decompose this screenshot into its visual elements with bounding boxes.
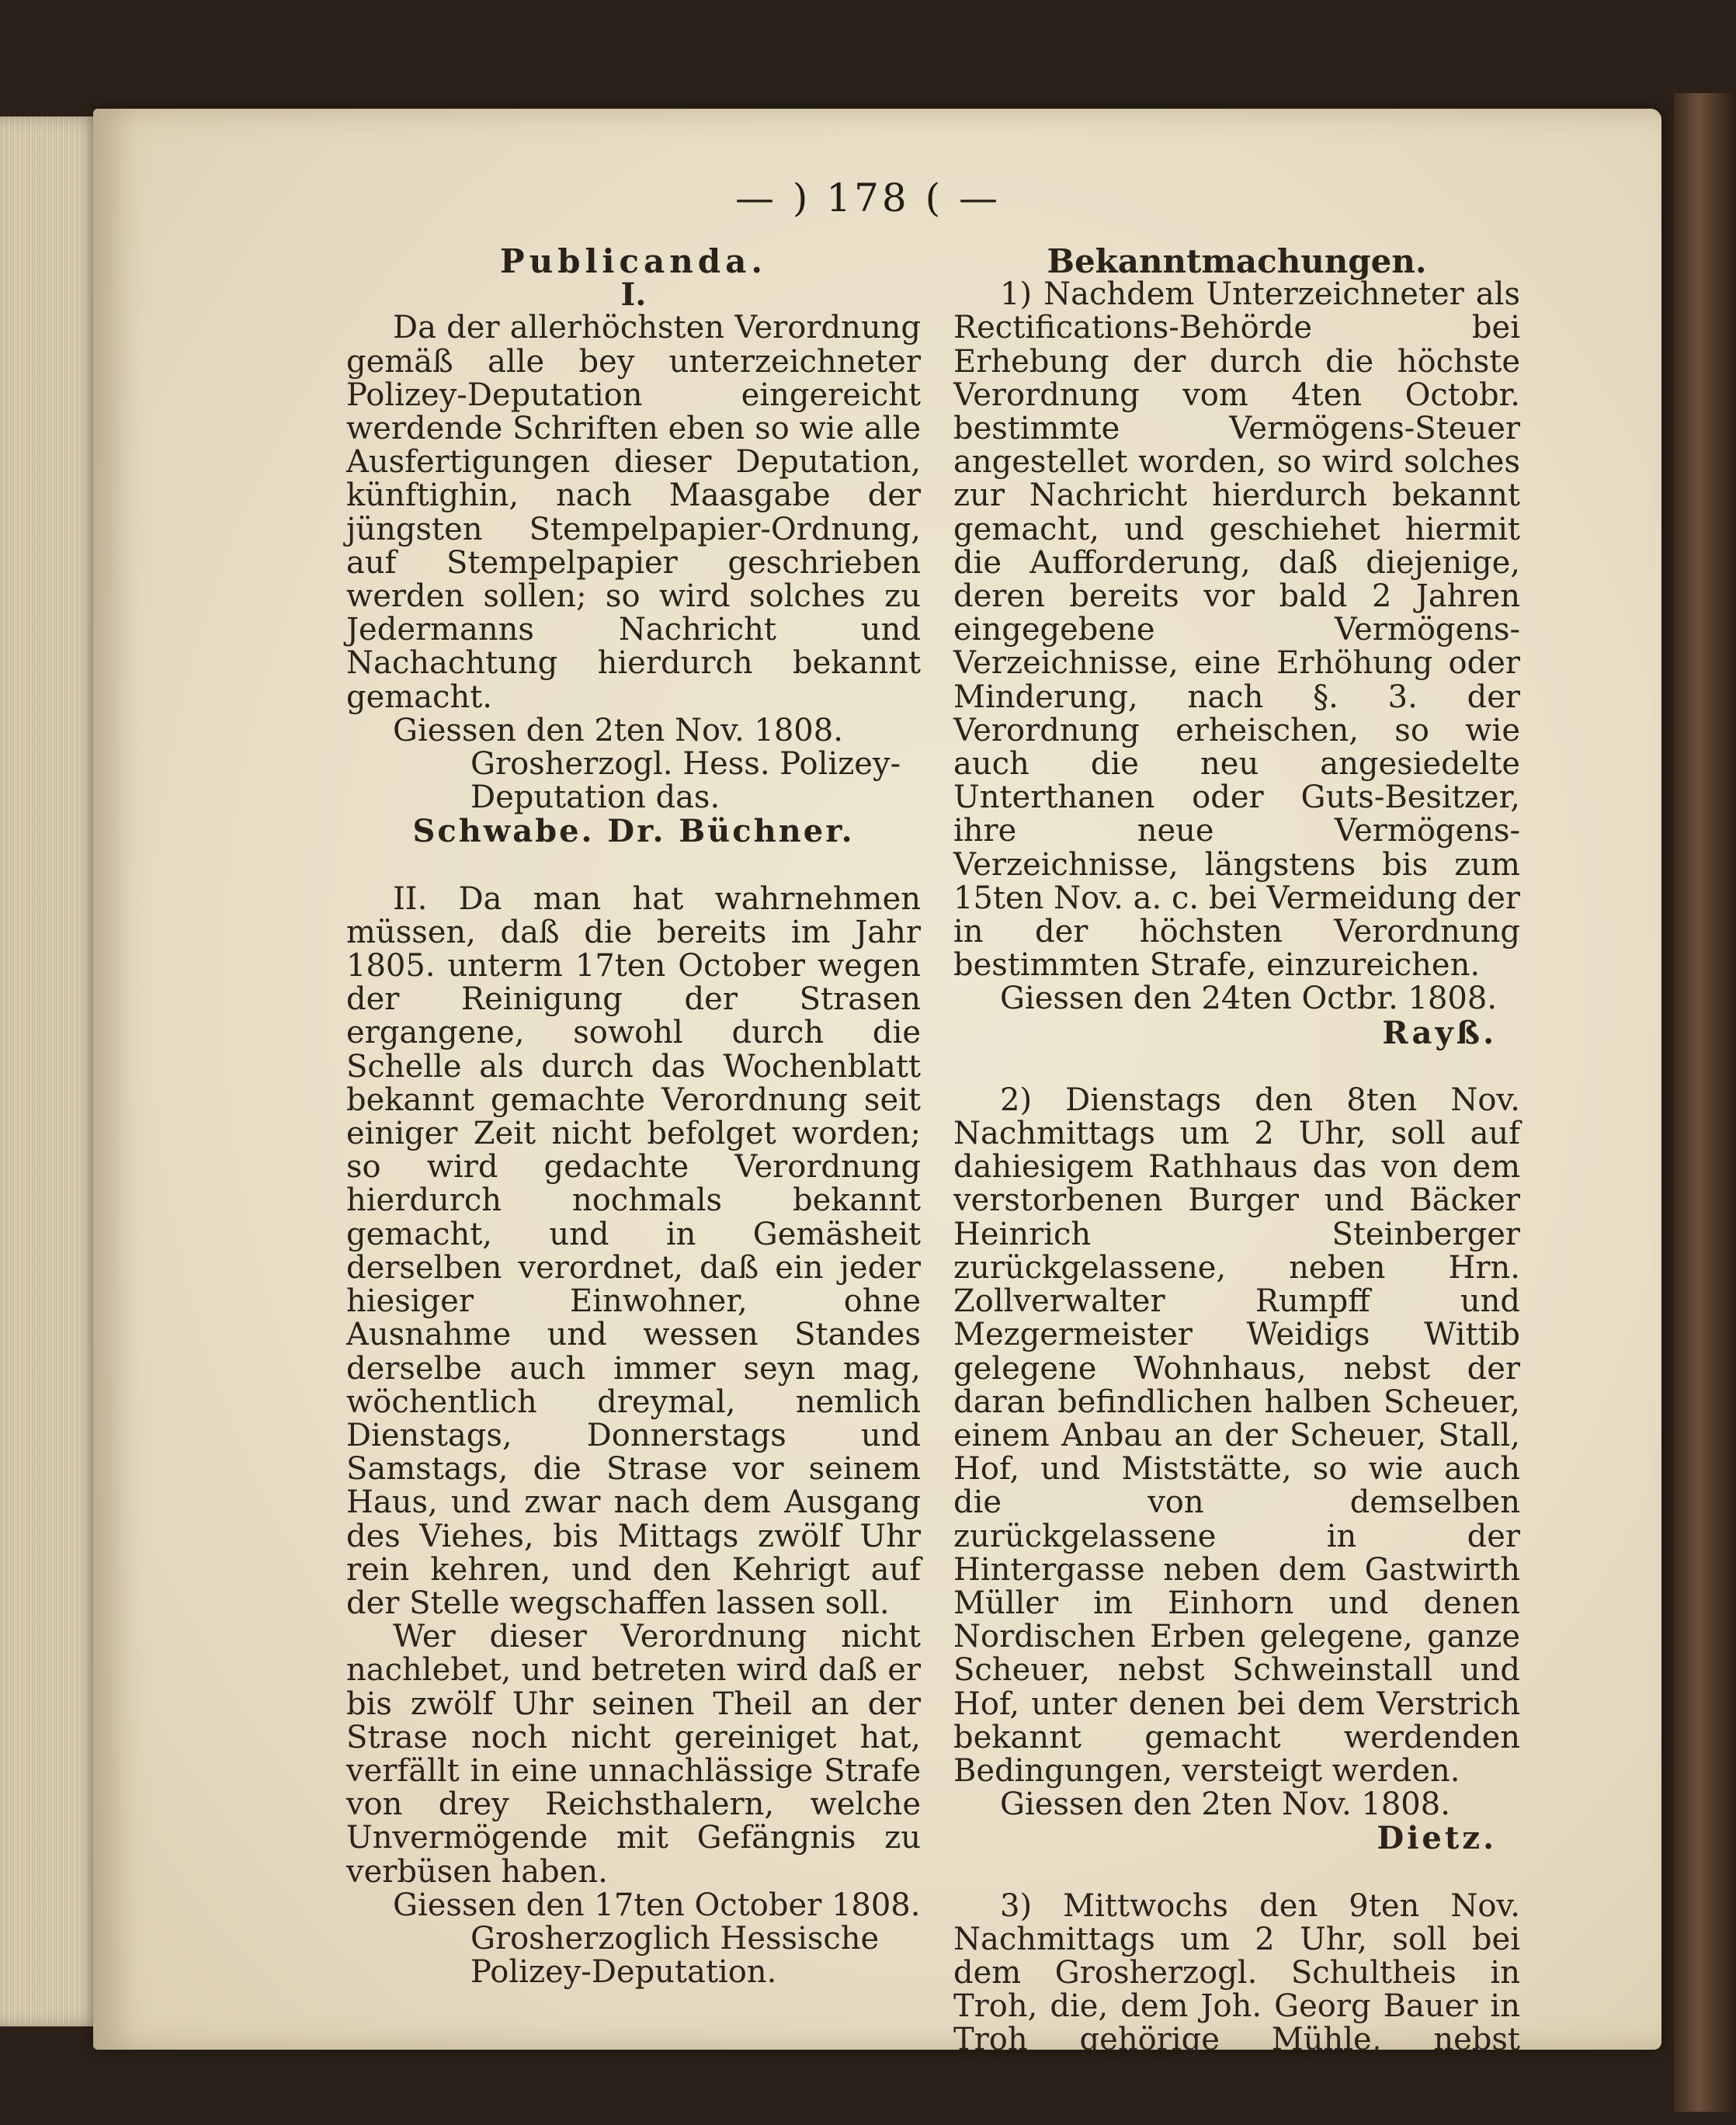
notice-1-date: Giessen den 24ten Octbr. 1808. xyxy=(1000,981,1498,1017)
section-1-numeral: I. xyxy=(620,276,647,314)
notice-3-text: 3) Mittwochs den 9ten Nov. Nachmittags um 2 Uhr, soll bei dem Grosherzogl. Schultheis in Troh, die, dem Joh. Georg Bauer in Troh gehörige Mühle, nebst Scheuer, Stallung, und xyxy=(953,1887,1520,2092)
notice-1-signer: Rayß. xyxy=(1382,1014,1497,1051)
notice-2-text: 2) Dienstags den 8ten Nov. Nachmittags um 2 Uhr, soll auf dahiesigem Rathhaus das von dem verstorbenen Burger und Bäcker Heinrich Steinberger zurückgelassene, neben Hrn. Zollverwalter Rumpff und Mezgermeister Weidigs Wittib gelegene Wohnhaus, nebst der daran befindlichen halben Scheuer, einem Anbau an der Scheuer, Stall, Hof, und Miststätte, so wie auch die von demselben zurückgelassene in der Hintergasse neben dem Gastwirth Müller im Einhorn und denen Nordischen Erben gelegene, ganze Scheuer, nebst Schweinstall und Hof, unter denen bei dem Verstrich bekannt gemacht werdenden Bedingungen, versteigt werden. xyxy=(953,1082,1520,1789)
page-number: — ) 178 ( — xyxy=(734,175,1002,220)
section-1-date: Giessen den 2ten Nov. 1808. xyxy=(393,712,843,748)
section-2-org: Grosherzoglich Hessische Polizey-Deputation. xyxy=(470,1920,880,1991)
section-1-text: Da der allerhöchsten Verordnung gemäß alle bey unterzeichneter Polizey-Deputation eingereicht werdende Schriften eben so wie alle Ausfertigungen dieser Deputation, künftighin, nach Maasgabe der jüngsten Stempelpapier-Ordnung, auf Stempelpapier geschrieben werden sollen; so wird solches zu Jedermanns Nachricht und Nachachtung hierdurch bekannt gemacht. xyxy=(346,310,921,715)
right-heading: Bekanntmachungen. xyxy=(1047,242,1427,280)
section-1-org: Grosherzogl. Hess. Polizey-Deputation das. xyxy=(470,746,901,816)
section-2-text: II. Da man hat wahrnehmen müssen, daß die bereits im Jahr 1805. unterm 17ten October wegen der Reinigung der Strasen ergangene, sowohl durch die Schelle als durch das Wochenblatt bekannt gemachte Verordnung seit einiger Zeit nicht befolget worden; so wird gedachte Verordnung hierdurch nochmals bekannt gemacht, und in Gemäsheit derselben verordnet, daß ein jeder hiesiger Einwohner, ohne Ausnahme und wessen Standes derselbe auch immer seyn mag, wöchentlich dreymal, nemlich Dienstags, Donnerstags und Samstags, die Strase vor seinem Haus, und zwar nach dem Ausgang des Viehes, bis Mittags zwölf Uhr rein kehren, und den Kehrigt auf der Stelle wegschaffen lassen soll. xyxy=(346,880,921,1621)
notice-1-text: 1) Nachdem Unterzeichneter als Rectifications-Behörde bei Erhebung der durch die höchste Verordnung vom 4ten Octobr. bestimmte Vermögens-Steuer angestellet worden, so wird solches zur Nachricht hierdurch bekannt gemacht, und geschiehet hiermit die Aufforderung, daß diejenige, deren bereits vor bald 2 Jahren eingegebene Vermögens-Verzeichnisse, eine Erhöhung oder Minderung, nach §. 3. der Verordnung erheischen, so wie auch die neu angesiedelte Unterthanen oder Guts-Besitzer, ihre neue Vermögens-Verzeichnisse, längstens bis zum 15ten Nov. a. c. bei Vermeidung der in der höchsten Verordnung bestimmten Strafe, einzureichen. xyxy=(953,276,1520,984)
left-column xyxy=(346,242,921,1991)
section-2-text-continued: Wer dieser Verordnung nicht nachlebet, und betreten wird daß er bis zwölf Uhr seinen Theil an der Strase noch nicht gereiniget hat, verfällt in eine unnachlässige Strafe von drey Reichsthalern, welche Unvermögende mit Gefängnis zu verbüsen haben. xyxy=(346,1619,921,1890)
page-edges xyxy=(0,116,109,2026)
section-2-date: Giessen den 17ten October 1808. xyxy=(393,1887,921,1923)
catchword: ohn- xyxy=(1450,2089,1520,2125)
notice-2-date: Giessen den 2ten Nov. 1808. xyxy=(1000,1786,1450,1823)
left-heading: Publicanda. xyxy=(500,242,767,280)
right-column xyxy=(953,242,1520,2125)
book-binding xyxy=(1674,93,1736,2112)
notice-2-signer: Dietz. xyxy=(1377,1820,1497,1857)
section-1-signers: Schwabe. Dr. Büchner. xyxy=(412,813,855,850)
